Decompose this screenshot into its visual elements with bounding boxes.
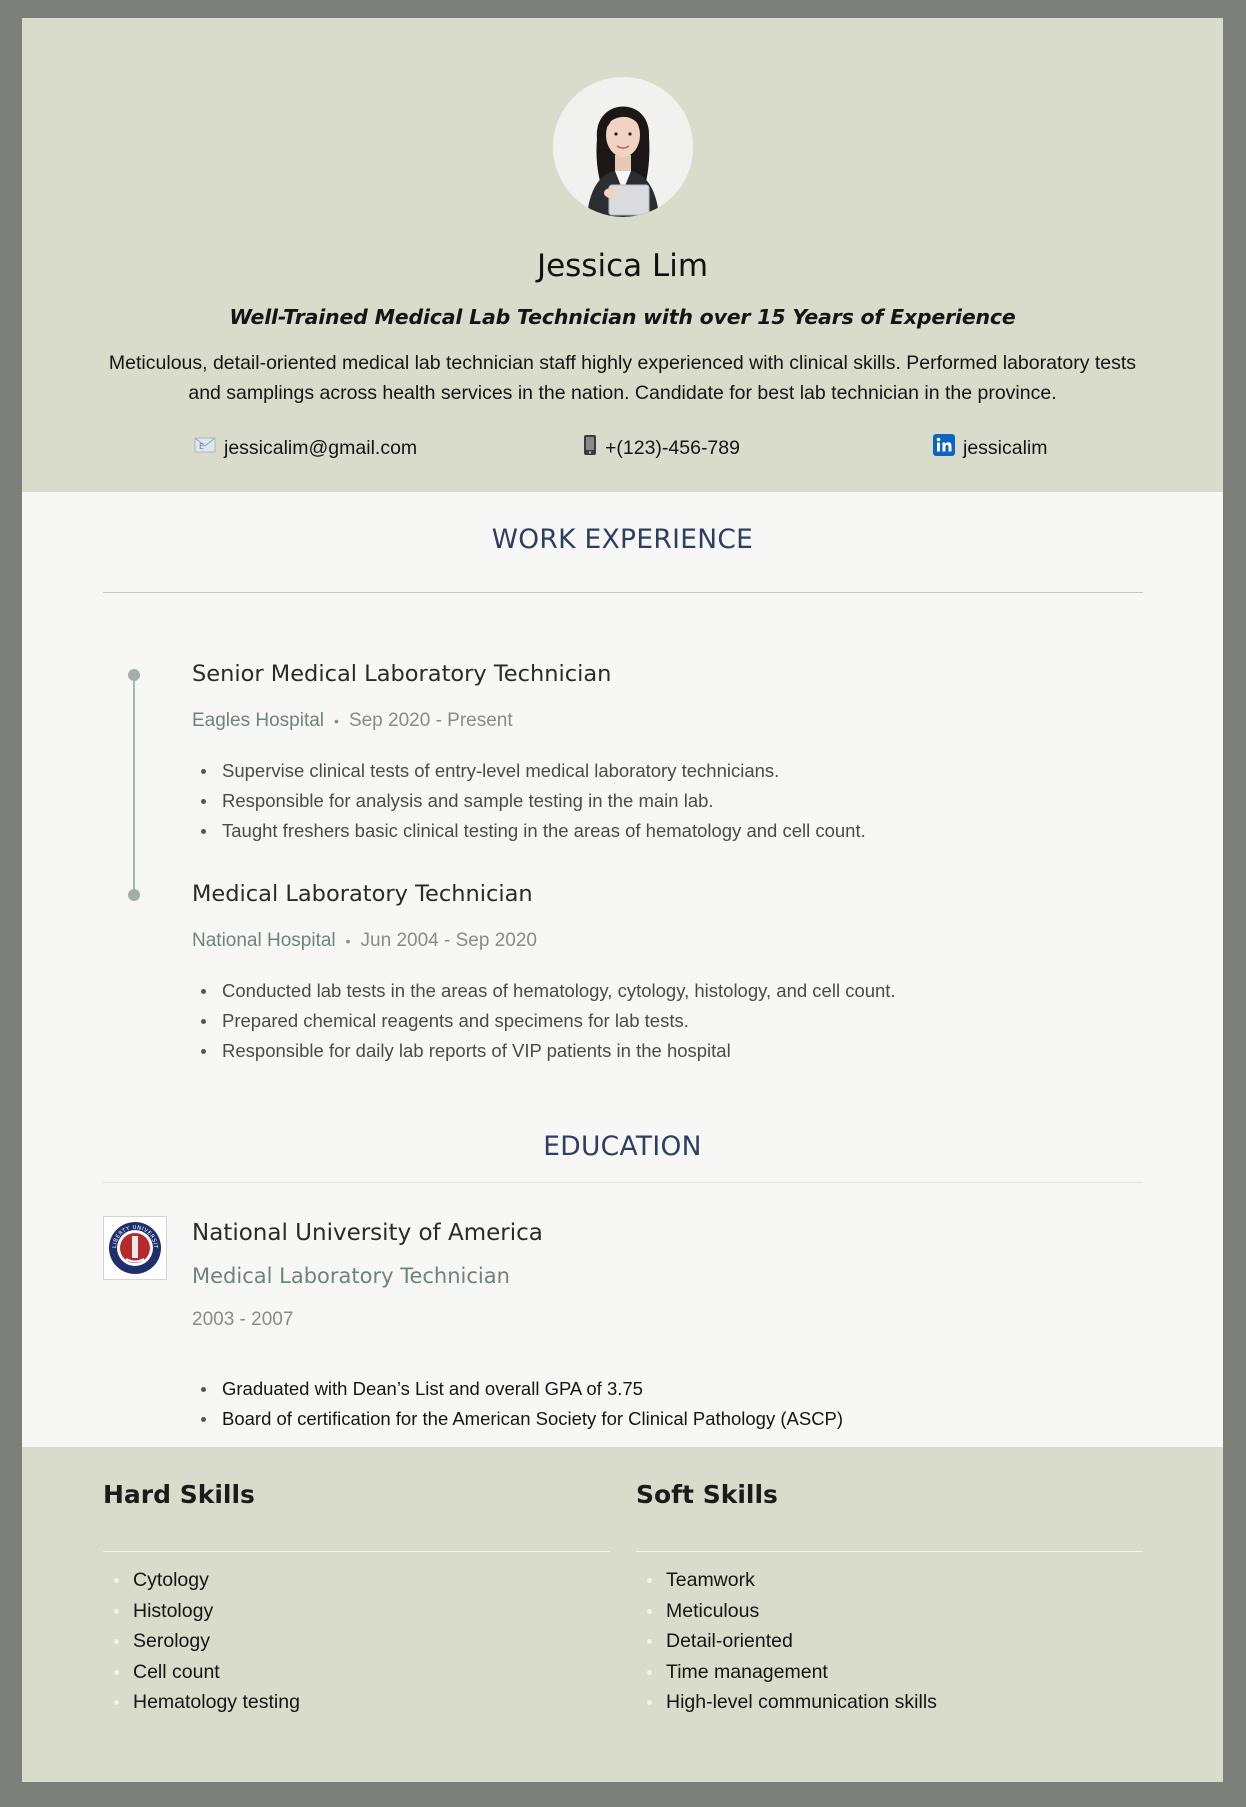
job-meta xyxy=(192,930,537,952)
envelope-icon xyxy=(194,436,216,460)
education-degree: Medical Laboratory Technician xyxy=(192,1264,510,1288)
logo-text: LIBERTY UNIVERSIT xyxy=(111,1224,159,1249)
skills-section xyxy=(22,1447,1223,1782)
education-school: National University of America xyxy=(192,1220,543,1246)
list-item: High-level communication skills xyxy=(636,1687,937,1718)
list-item: Time management xyxy=(636,1657,937,1688)
list-item: Cytology xyxy=(103,1565,300,1596)
work-experience-divider xyxy=(103,592,1143,593)
job-dates: Jun 2004 - Sep 2020 xyxy=(360,930,537,951)
list-item: Hematology testing xyxy=(103,1687,300,1718)
education-years: 2003 - 2007 xyxy=(192,1309,294,1330)
avatar xyxy=(553,77,693,217)
resume-page xyxy=(22,18,1223,1782)
contact-email[interactable] xyxy=(194,434,417,462)
list-item: Histology xyxy=(103,1596,300,1627)
list-item: Graduated with Dean’s List and overall GPA of 3.75 xyxy=(192,1374,843,1404)
job-meta xyxy=(192,710,513,732)
list-item: Board of certification for the American Society for Clinical Pathology (ASCP) xyxy=(192,1404,843,1434)
job-company: Eagles Hospital xyxy=(192,710,325,731)
university-logo xyxy=(103,1216,167,1280)
job-company: National Hospital xyxy=(192,930,336,951)
list-item: Responsible for daily lab reports of VIP patients in the hospital xyxy=(192,1036,896,1066)
timeline-line xyxy=(133,675,135,895)
hard-skills-title: Hard Skills xyxy=(103,1480,255,1509)
list-item: Cell count xyxy=(103,1657,300,1688)
list-item: Meticulous xyxy=(636,1596,937,1627)
soft-skills-divider xyxy=(636,1551,1143,1552)
separator-dot: • xyxy=(345,933,351,949)
soft-skills-title: Soft Skills xyxy=(636,1480,778,1509)
email-text[interactable]: jessicalim@gmail.com xyxy=(224,436,418,459)
soft-skills-list xyxy=(636,1565,937,1718)
list-item: Teamwork xyxy=(636,1565,937,1596)
job-title: Medical Laboratory Technician xyxy=(192,881,533,907)
work-experience-title: WORK EXPERIENCE xyxy=(491,524,754,555)
candidate-headline: Well-Trained Medical Lab Technician with over 15 Years of Experience xyxy=(229,305,1016,329)
contact-linkedin[interactable] xyxy=(933,434,1048,462)
contact-phone[interactable] xyxy=(583,434,740,462)
list-item: Prepared chemical reagents and specimens for lab tests. xyxy=(192,1006,896,1036)
education-divider xyxy=(103,1182,1143,1183)
list-item: Supervise clinical tests of entry-level medical laboratory technicians. xyxy=(192,756,866,786)
list-item: Responsible for analysis and sample testing in the main lab. xyxy=(192,786,866,816)
hard-skills-list xyxy=(103,1565,300,1718)
candidate-name: Jessica Lim xyxy=(536,248,709,284)
job-dates: Sep 2020 - Present xyxy=(348,710,513,731)
svg-text:E: E xyxy=(199,442,205,451)
education-bullets xyxy=(192,1374,843,1434)
list-item: Taught freshers basic clinical testing in the areas of hematology and cell count. xyxy=(192,816,866,846)
list-item: Detail-oriented xyxy=(636,1626,937,1657)
job-bullets xyxy=(192,756,866,846)
phone-icon xyxy=(583,434,597,462)
candidate-summary: Meticulous, detail-oriented medical lab technician staff highly experienced with clinical skills. Performed laboratory tests and samplings across health services in the nation. Candidate for best lab technician in the province. xyxy=(108,352,1137,404)
linkedin-icon xyxy=(933,434,955,462)
resume-header xyxy=(22,18,1223,492)
timeline-dot xyxy=(128,889,140,901)
linkedin-text[interactable]: jessicalim xyxy=(963,436,1048,459)
job-bullets xyxy=(192,976,896,1066)
job-title: Senior Medical Laboratory Technician xyxy=(192,661,612,687)
list-item: Conducted lab tests in the areas of hematology, cytology, histology, and cell count. xyxy=(192,976,896,1006)
list-item: Serology xyxy=(103,1626,300,1657)
hard-skills-divider xyxy=(103,1551,610,1552)
education-title: EDUCATION xyxy=(543,1131,702,1162)
timeline-dot xyxy=(128,669,140,681)
separator-dot: • xyxy=(334,713,339,729)
phone-text[interactable]: +(123)-456-789 xyxy=(605,436,740,459)
